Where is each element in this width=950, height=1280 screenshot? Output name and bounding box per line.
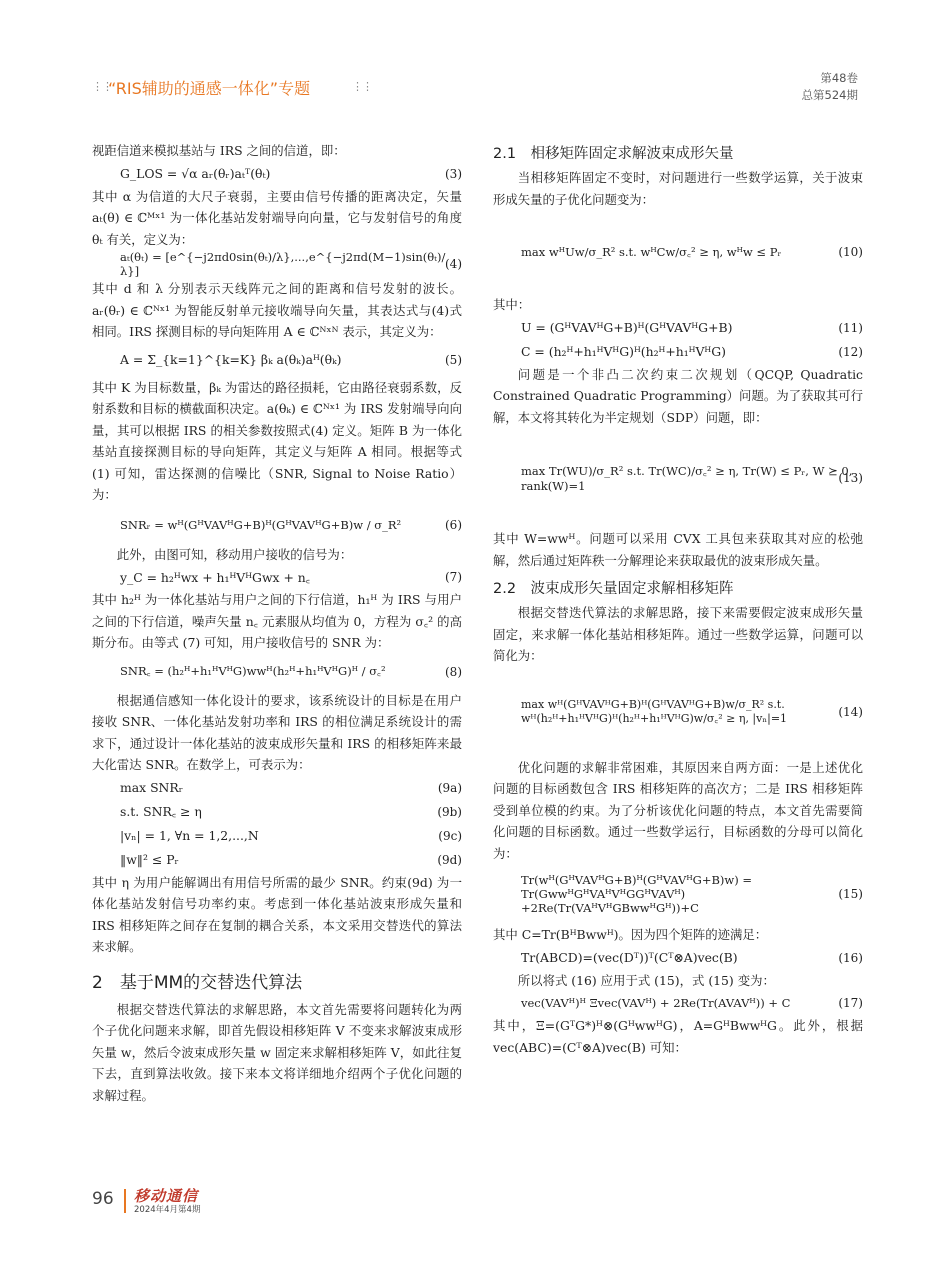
header-title: “RIS辅助的通感一体化”专题 — [108, 79, 311, 98]
equation-15-number: (15) — [838, 887, 863, 901]
equation-13 — [493, 428, 863, 528]
equation-12 — [493, 340, 863, 364]
equation-10-body: max wᴴUw/σ_R² s.t. wᴴCw/σ꜀² ≥ η, wᴴw ≤ Pᵣ — [521, 244, 782, 259]
left-paragraph-8: 其中 η 为用户能解调出有用信号所需的最少 SNR。约束(9d) 为一体化基站发射信号功率约束。考虑到一体化基站波束形成矢量和 IRS 相移矩阵之间存在复制的耦合关系，本文采用交替迭代的算法来求解。 — [92, 874, 462, 954]
section-2-1-heading: 2.1 相移矩阵固定求解波束成形矢量 — [493, 146, 734, 162]
left-paragraph-2: 其中 α 为信道的大尺子衰弱，主要由信号传播的距离决定，矢量 aₜ(θ) ∈ ℂᴹˣ¹ 为一体化基站发射端导向向量，它与发射信号的角度 θₜ 有关，定义为： — [92, 188, 462, 247]
equation-9d-number: (9d) — [437, 852, 462, 867]
right-paragraph-2: 其中： — [493, 297, 531, 312]
equation-16-number: (16) — [838, 950, 863, 965]
equation-3-number: (3) — [445, 166, 462, 181]
journal-issue: 2024年4月第4期 — [134, 1205, 201, 1215]
equation-9c-number: (9c) — [438, 828, 462, 843]
equation-4-body: aₜ(θₜ) = [e^{−j2πd0sin(θₜ)/λ},...,e^{−j2πd(M−1)sin(θₜ)/λ}] — [120, 250, 446, 278]
equation-12-number: (12) — [838, 344, 863, 359]
right-paragraph-4: 其中 W=wwᴴ。问题可以采用 CVX 工具包来获取其对应的松弛解，然后通过矩阵秩一分解理论来获取最优的波束形成矢量。 — [493, 531, 863, 568]
equation-9b-number: (9b) — [437, 804, 462, 819]
equation-5-body: A = Σ_{k=1}^{k=K} βₖ a(θₖ)aᴴ(θₖ) — [120, 352, 342, 367]
equation-6-number: (6) — [445, 517, 462, 532]
equation-7-body: y_C = h₂ᴴwx + h₁ᴴVᴴGwx + n꜀ — [120, 569, 311, 585]
right-paragraph-9: 其中，Ξ=(GᵀG*)ᴴ⊗(GᴴwwᴴG)，A=GᴴBwwᴴG。此外，根据 vec(ABC)=(Cᵀ⊗A)vec(B) 可知： — [493, 1018, 863, 1055]
left-paragraph-3: 其中 d 和 λ 分别表示天线阵元之间的距离和信号发射的波长。aᵣ(θᵣ) ∈ ℂᴺˣ¹ 为智能反射单元接收端导向矢量，其表达式与(4)式相同。IRS 探测目标的导向矩阵用 A ∈ ℂᴺˣᴺ 表示，其定义为： — [92, 281, 462, 339]
page-number: 96 — [92, 1189, 114, 1209]
equation-10 — [493, 210, 863, 294]
left-paragraph-6: 其中 h₂ᴴ 为一体化基站与用户之间的下行信道，h₁ᴴ 为 IRS 与用户之间的下行信道，噪声矢量 n꜀ 元素服从均值为 0，方程为 σ꜀² 的高斯分布。由等式 (7) 可知，用户接收信号的 SNR 为： — [92, 592, 462, 650]
right-paragraph-7: 其中 C=Tr(BᴴBwwᴴ)。因为四个矩阵的迹满足： — [493, 927, 768, 942]
equation-3 — [92, 162, 462, 186]
right-column — [493, 140, 863, 1058]
equation-14-number: (14) — [838, 704, 863, 719]
equation-15-body: Tr(wᴴ(GᴴVAVᴴG+B)ᴴ(GᴴVAVᴴG+B)w) = Tr(GwwᴴGᴴVAᴴVᴴGGᴴVAVᴴ) +2Re(Tr(VAᴴVᴴGBwwᴴGᴴ))+C — [521, 873, 753, 915]
left-paragraph-1: 视距信道来模拟基站与 IRS 之间的信道，即： — [92, 143, 346, 158]
journal-logo: 移动通信 — [134, 1187, 199, 1205]
equation-5-number: (5) — [445, 352, 462, 367]
equation-3-body: G_LOS = √α aᵣ(θᵣ)aₜᵀ(θₜ) — [120, 166, 271, 181]
header-volume-info — [802, 70, 858, 104]
equation-9a-number: (9a) — [437, 780, 462, 795]
left-paragraph-7: 根据通信感知一体化设计的要求，该系统设计的目标是在用户接收 SNR、一体化基站发射功率和 IRS 的相位满足系统设计的需求下，通过设计一体化基站的波束成形矢量和 IRS 的相移矩阵来最大化雷达 SNR。在数学上，可表示为： — [92, 692, 462, 772]
equation-13-body: max Tr(WU)/σ_R² s.t. Tr(WC)/σ꜀² ≥ η, Tr(W) ≤ Pᵣ, W ⪰ 0, rank(W)=1 — [521, 463, 853, 493]
equation-9a — [92, 776, 462, 800]
equation-4-number: (4) — [445, 257, 462, 271]
equation-9b — [92, 800, 462, 824]
equation-5 — [92, 343, 462, 377]
equation-10-number: (10) — [838, 245, 863, 259]
equation-15 — [493, 864, 863, 924]
equation-11-number: (11) — [838, 320, 863, 335]
right-paragraph-3: 问题是一个非凸二次约束二次规划（QCQP, Quadratic Constrained Quadratic Programming）问题。为了获取其可行解，本文将其转化为半定规划（SDP）问题，即： — [493, 366, 863, 425]
equation-4 — [92, 250, 462, 278]
equation-16 — [493, 946, 863, 970]
left-paragraph-5: 此外，由图可知，移动用户接收的信号为： — [116, 546, 353, 562]
section-2-2-heading: 2.2 波束成形矢量固定求解相移矩阵 — [493, 581, 734, 597]
equation-7-number: (7) — [445, 570, 462, 584]
right-paragraph-1: 当相移矩阵固定不变时，对问题进行一些数学运算，关于波束形成矢量的子优化问题变为： — [493, 170, 863, 207]
issue-number: 总第524期 — [801, 88, 858, 102]
equation-8-number: (8) — [445, 664, 462, 679]
equation-6-body: SNRᵣ = wᴴ(GᴴVAVᴴG+B)ᴴ(GᴴVAVᴴG+B)w / σ_R² — [120, 517, 402, 532]
right-paragraph-6: 优化问题的求解非常困难，其原因来自两方面：一是上述优化问题的目标函数包含 IRS 相移矩阵的高次方；二是 IRS 相移矩阵受到单位模的约束。为了分析该优化问题的特点，本文首先需要简化问题的目标函数。通过一些数学运行，目标函数的分母可以简化为： — [493, 759, 863, 861]
equation-9c — [92, 824, 462, 848]
section-2-heading: 2 基于MM的交替迭代算法 — [92, 972, 303, 993]
equation-7 — [92, 565, 462, 589]
equation-17-body: vec(VAVᴴ)ᴴ Ξvec(VAVᴴ) + 2Re(Tr(AVAVᴴ)) + C — [521, 996, 791, 1010]
equation-9d — [92, 848, 462, 872]
equation-9b-body: s.t. SNR꜀ ≥ η — [120, 804, 202, 819]
header-ornament-left: ⋮⋮ — [92, 80, 112, 93]
equation-14 — [493, 667, 863, 757]
equation-9c-body: |vₙ| = 1, ∀n = 1,2,...,N — [120, 828, 259, 843]
equation-13-number: (13) — [838, 471, 863, 485]
equation-12-body: C = (h₂ᴴ+h₁ᴴVᴴG)ᴴ(h₂ᴴ+h₁ᴴVᴴG) — [521, 344, 726, 359]
left-paragraph-4: 其中 K 为目标数量，βₖ 为雷达的路径损耗，它由路径衰弱系数，反射系数和目标的横截面积决定。a(θₖ) ∈ ℂᴺˣ¹ 为 IRS 发射端导向向量，其可以根据 IRS 的相关参数按照式(4) 定义。矩阵 B 为一体化基站直接探测目标的导向矩阵，其定义与矩阵 A 相同。根据等式 (1) 可知，雷达探测的信噪比（SNR, Signal to Noise Ratio）为： — [92, 379, 462, 502]
volume-number: 第48卷 — [820, 71, 858, 85]
left-column — [92, 140, 462, 1106]
equation-17-number: (17) — [838, 996, 863, 1010]
left-paragraph-9: 根据交替迭代算法的求解思路，本文首先需要将问题转化为两个子优化问题来求解，即首先假设相移矩阵 V 不变来求解波束成形矢量 w，然后令波束成形矢量 w 固定来求解相移矩阵 V，如此往复下去，直到算法收敛。接下来本文将详细地介绍两个子优化问题的求解过程。 — [92, 1001, 462, 1103]
header-ornament-right: ⋮⋮ — [352, 80, 372, 93]
equation-8-body: SNR꜀ = (h₂ᴴ+h₁ᴴVᴴG)wwᴴ(h₂ᴴ+h₁ᴴVᴴG)ᴴ / σ꜀² — [120, 664, 386, 678]
equation-6 — [92, 506, 462, 544]
equation-9a-body: max SNRᵣ — [120, 780, 184, 795]
equation-11 — [493, 316, 863, 340]
footer-divider — [124, 1189, 126, 1213]
right-paragraph-5: 根据交替迭代算法的求解思路，接下来需要假定波束成形矢量固定，来求解一体化基站相移矩阵。通过一些数学运算，问题可以简化为： — [493, 605, 863, 663]
right-paragraph-8: 所以将式 (16) 应用于式 (15)，式 (15) 变为： — [517, 972, 775, 988]
equation-14-body: max wᴴ(GᴴVAVᴴG+B)ᴴ(GᴴVAVᴴG+B)w/σ_R² s.t. wᴴ(h₂ᴴ+h₁ᴴVᴴG)ᴴ(h₂ᴴ+h₁ᴴVᴴG)w/σ꜀² ≥ η, |vₙ|=1 — [521, 697, 788, 725]
equation-8 — [92, 654, 462, 690]
equation-16-body: Tr(ABCD)=(vec(Dᵀ))ᵀ(Cᵀ⊗A)vec(B) — [521, 950, 738, 965]
equation-11-body: U = (GᴴVAVᴴG+B)ᴴ(GᴴVAVᴴG+B) — [521, 320, 733, 335]
equation-17 — [493, 991, 863, 1015]
equation-9d-body: ‖w‖² ≤ Pᵣ — [120, 852, 179, 867]
